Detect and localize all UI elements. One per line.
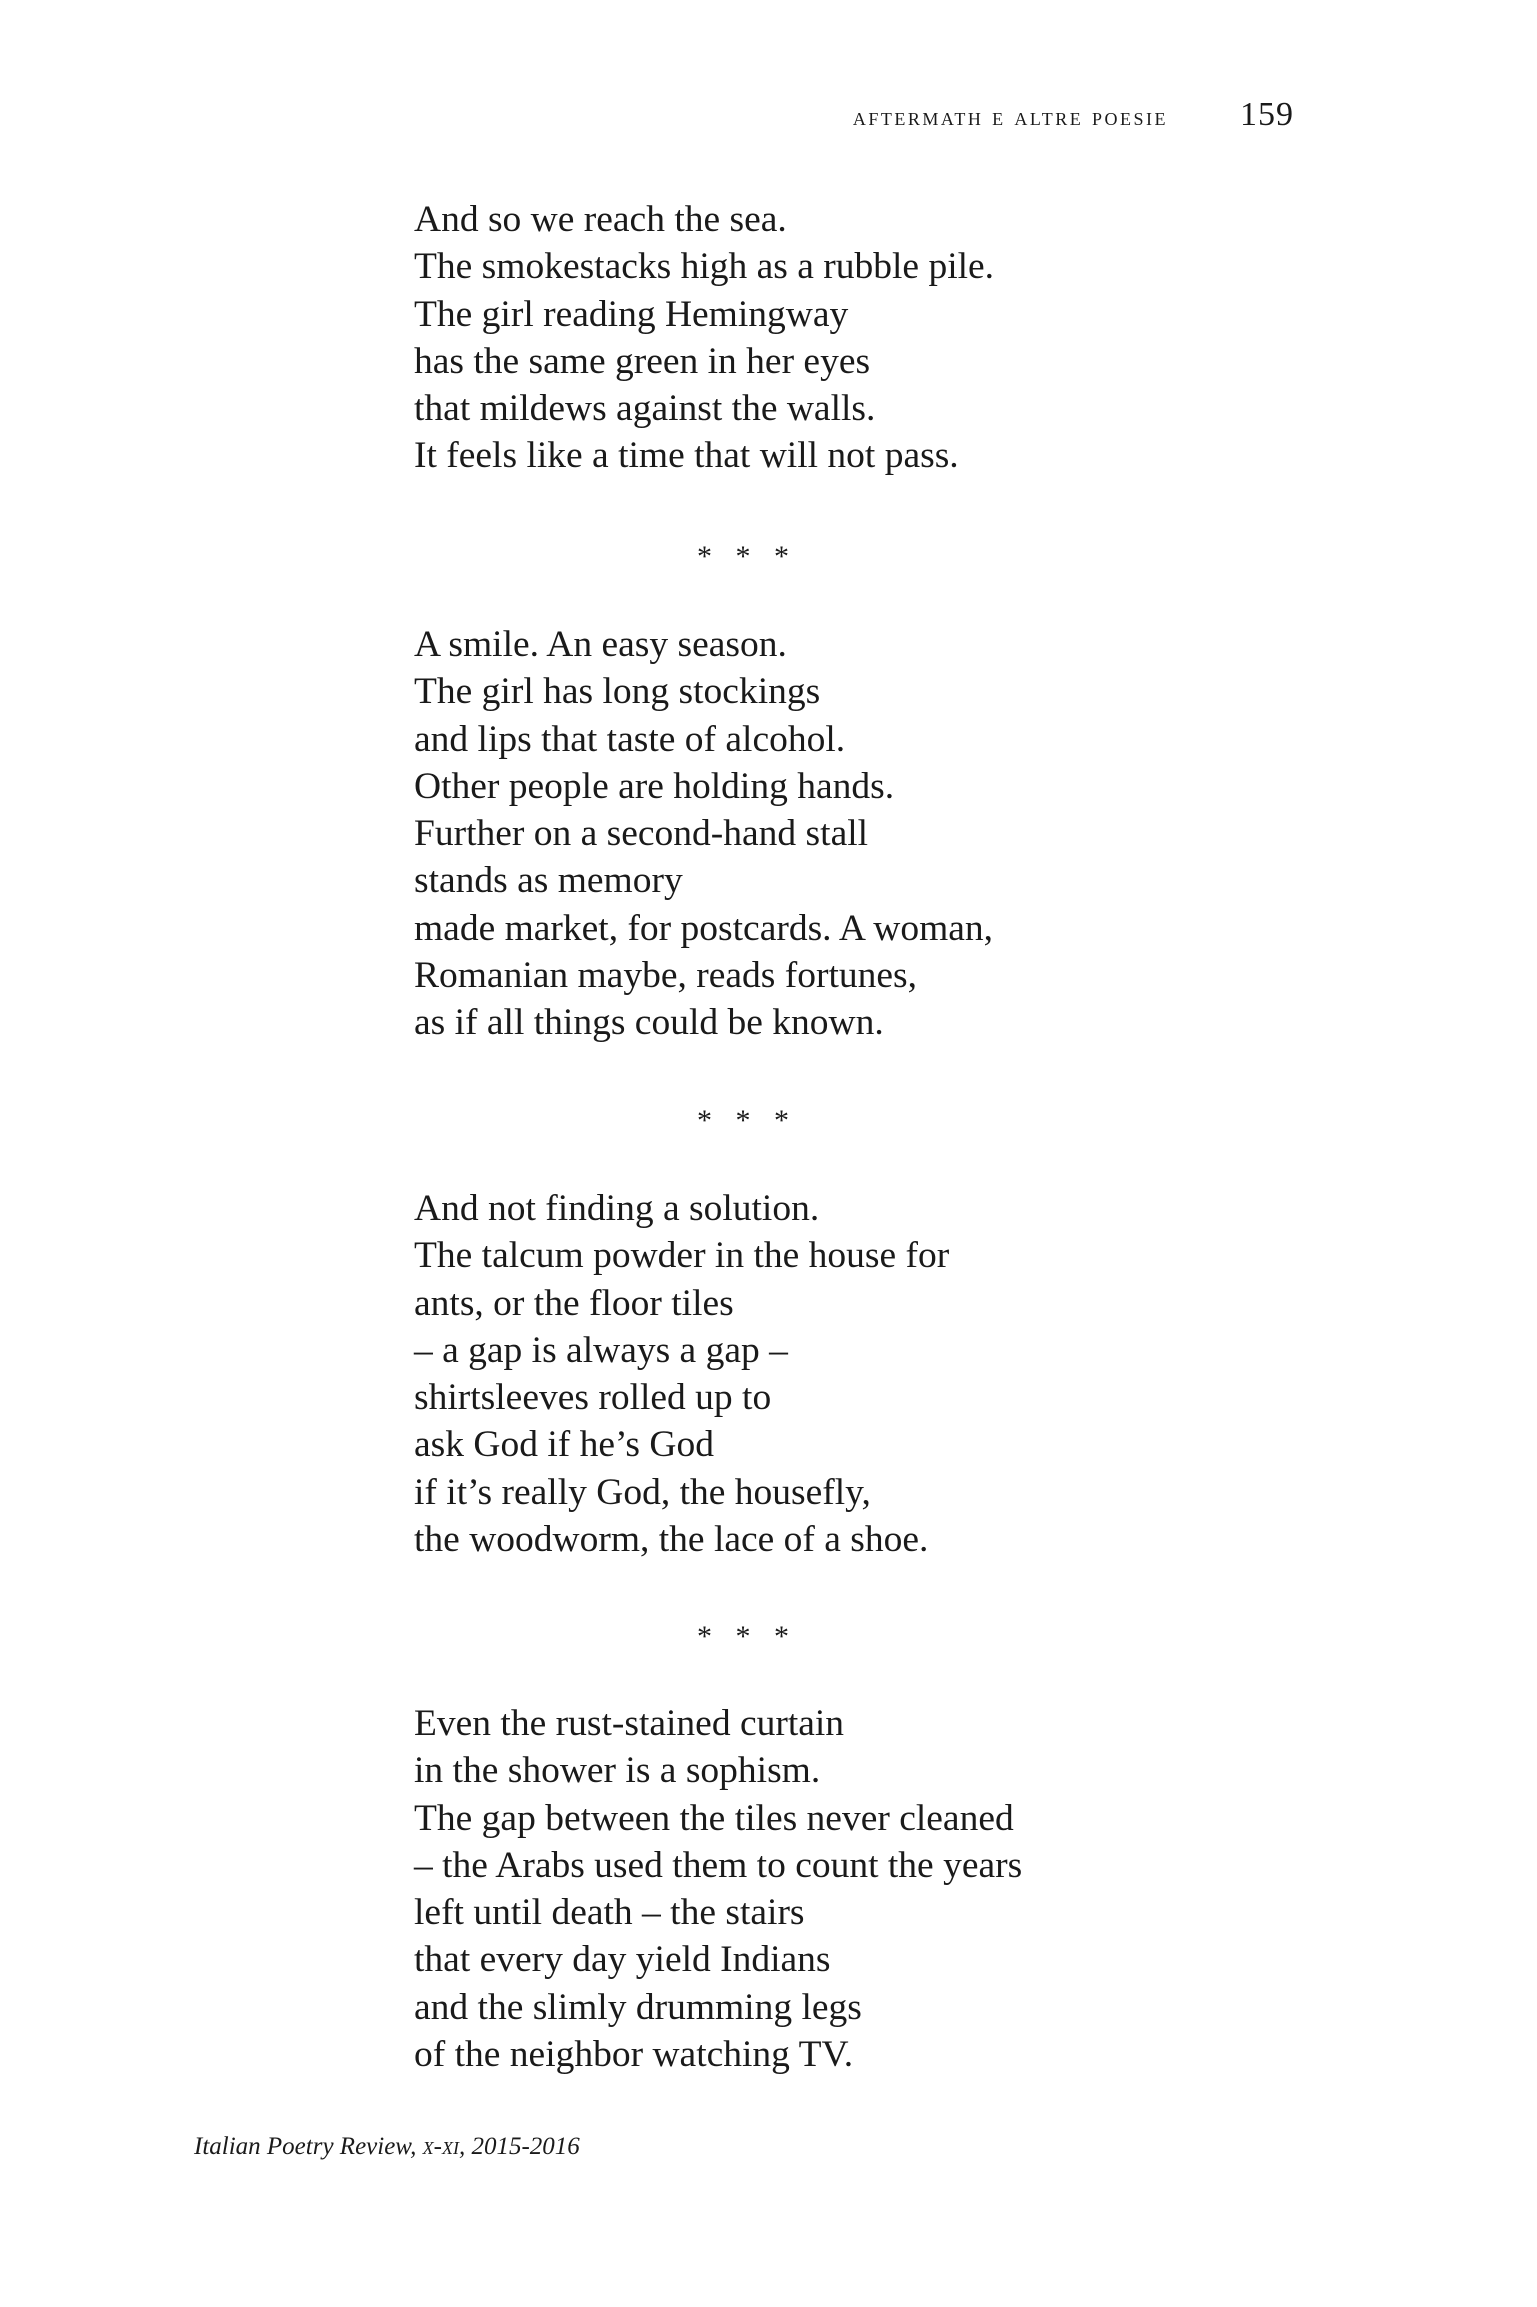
section-separator: * * * [697, 1620, 797, 1653]
poem-line: in the shower is a sophism. [414, 1750, 821, 1792]
poem-line: The talcum powder in the house for [414, 1235, 950, 1277]
poem-line: stands as memory [414, 860, 683, 902]
poem-line: A smile. An easy season. [414, 624, 787, 665]
section-separator: * * * [697, 540, 797, 573]
poem-line: Further on a second-hand stall [414, 813, 869, 855]
stanza-1 [414, 196, 994, 480]
poem-line: ask God if he’s God [414, 1424, 714, 1466]
poem-line: shirtsleeves rolled up to [414, 1377, 772, 1419]
running-head [853, 96, 1294, 134]
poem-line: made market, for postcards. A woman, [414, 907, 994, 949]
poem-line: Even the rust-stained curtain [414, 1703, 845, 1744]
poem-line: the woodworm, the lace of a shoe. [414, 1519, 929, 1561]
poem-line: And so we reach the sea. [414, 199, 787, 240]
poem-line: and lips that taste of alcohol. [414, 718, 846, 760]
journal-volume: x-xi [422, 2133, 459, 2160]
poem-line: The gap between the tiles never cleaned [414, 1797, 1014, 1839]
poem-line: And not finding a solution. [414, 1188, 820, 1229]
stanza-2 [414, 621, 993, 1047]
poem-line: – the Arabs used them to count the years [414, 1844, 1023, 1886]
poem-line: that mildews against the walls. [414, 388, 876, 430]
journal-name: Italian Poetry Review, [194, 2133, 423, 2160]
poem-line: has the same green in her eyes [414, 340, 871, 382]
poem-line: that every day yield Indians [414, 1939, 831, 1981]
poem-line: of the neighbor watching TV. [414, 2034, 854, 2076]
journal-years: , 2015-2016 [458, 2133, 580, 2160]
poem-line: and the slimly drumming legs [414, 1986, 862, 2028]
poem-line: Other people are holding hands. [414, 765, 895, 807]
journal-footer [194, 2133, 580, 2161]
running-title: aftermath e altre poesie [852, 104, 1168, 131]
poem-line: The smokestacks high as a rubble pile. [414, 246, 995, 288]
poem-line: Romanian maybe, reads fortunes, [414, 955, 917, 997]
page-number: 159 [1240, 96, 1294, 133]
poem-line: left until death – the stairs [414, 1892, 805, 1934]
poem-line: It feels like a time that will not pass. [414, 435, 959, 477]
poem-line: as if all things could be known. [414, 1002, 884, 1044]
poem-line: The girl has long stockings [414, 671, 821, 713]
poem-line: if it’s really God, the housefly, [414, 1471, 871, 1513]
poem-line: ants, or the floor tiles [414, 1282, 734, 1324]
poem-line: – a gap is always a gap – [414, 1329, 788, 1371]
section-separator: * * * [697, 1104, 797, 1137]
stanza-3 [414, 1185, 949, 1563]
poem-line: The girl reading Hemingway [414, 293, 849, 335]
stanza-4 [414, 1700, 1022, 2078]
